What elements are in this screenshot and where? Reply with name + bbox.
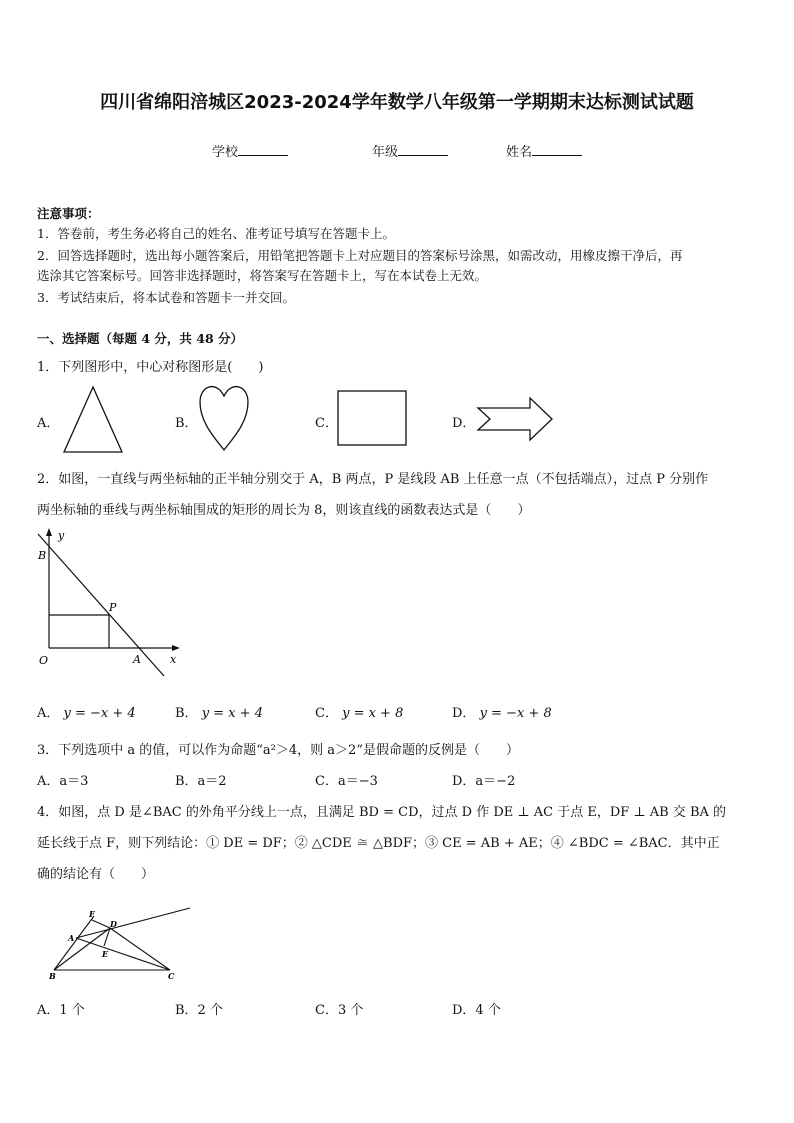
- school-label: 学校: [212, 145, 239, 160]
- grade-blank[interactable]: [398, 143, 448, 156]
- q2-option-a-label: A．: [37, 706, 60, 721]
- q2-stem-line2: 两坐标轴的垂线与两坐标轴围成的矩形的周长为 8，则该直线的函数表达式是（ ）: [37, 503, 531, 518]
- q2-option-c-expr: y = x + 8: [342, 706, 404, 721]
- notice-item-2-cont: 选涂其它答案标号。回答非选择题时，将答案写在答题卡上，写在本试卷上无效。: [37, 268, 488, 283]
- q2-coordinate-figure: [36, 526, 186, 682]
- segment-dc: [110, 928, 170, 970]
- segment-bf: [54, 916, 94, 970]
- label-o: O: [39, 654, 49, 667]
- label-b: B: [49, 971, 56, 981]
- q3-option-a[interactable]: A．a＝3: [37, 774, 89, 789]
- q3-option-d[interactable]: D．a＝−2: [452, 774, 516, 789]
- name-field[interactable]: [506, 141, 582, 160]
- label-e: E: [102, 949, 109, 959]
- heart-shape: [200, 387, 248, 450]
- line-ab: [38, 534, 164, 676]
- q3-option-b[interactable]: B．a＝2: [175, 774, 227, 789]
- q4-option-d[interactable]: D．4 个: [452, 1003, 501, 1018]
- q3-stem: 3．下列选项中 a 的值，可以作为命题“a²＞4，则 a＞2”是假命题的反例是（ ）: [37, 743, 519, 758]
- q2-option-c[interactable]: [315, 702, 403, 721]
- label-y: y: [58, 529, 65, 542]
- segment-df: [92, 920, 110, 928]
- y-axis-arrow: [46, 528, 52, 536]
- q1-option-d[interactable]: D．: [452, 416, 476, 431]
- q2-option-c-label: C．: [315, 706, 338, 721]
- heart-figure: [198, 382, 254, 454]
- q1-option-c[interactable]: C．: [315, 416, 338, 431]
- notice-item-3: 3．考试结束后，将本试卷和答题卡一并交回。: [37, 290, 295, 305]
- label-a: A: [68, 933, 75, 943]
- q4-option-c[interactable]: C．3 个: [315, 1003, 364, 1018]
- q2-option-a[interactable]: [37, 702, 136, 721]
- grade-label: 年级: [372, 145, 399, 160]
- q4-option-b[interactable]: B．2 个: [175, 1003, 223, 1018]
- triangle-shape: [64, 387, 122, 452]
- rectangle-shape: [338, 391, 406, 445]
- q2-option-d[interactable]: [452, 702, 552, 721]
- q2-option-a-expr: y = −x + 4: [63, 706, 136, 721]
- name-label: 姓名: [506, 145, 533, 160]
- notice-item-1: 1．答卷前，考生务必将自己的姓名、准考证号填写在答题卡上。: [37, 226, 395, 241]
- notice-heading: 注意事项：: [37, 206, 100, 221]
- label-b: B: [38, 549, 47, 562]
- grade-field[interactable]: [372, 141, 448, 160]
- q4-stem-line2: 延长线于点 F，则下列结论：① DE = DF；② △CDE ≅ △BDF；③ CE = AB + AE；④ ∠BDC = ∠BAC．其中正: [37, 836, 720, 851]
- q2-option-b-expr: y = x + 4: [201, 706, 263, 721]
- q2-option-b-label: B．: [175, 706, 198, 721]
- label-f: F: [89, 909, 95, 919]
- label-c: C: [168, 971, 175, 981]
- q2-option-b[interactable]: [175, 702, 263, 721]
- school-blank[interactable]: [238, 143, 288, 156]
- q1-stem: 1．下列图形中，中心对称图形是( ): [37, 360, 264, 375]
- label-d: D: [110, 919, 117, 929]
- q2-stem-line1: 2．如图，一直线与两坐标轴的正半轴分别交于 A，B 两点，P 是线段 AB 上任意一点（不包括端点），过点 P 分别作: [37, 472, 709, 487]
- q1-option-a[interactable]: A．: [37, 416, 60, 431]
- q2-option-d-label: D．: [452, 706, 476, 721]
- q2-option-d-expr: y = −x + 8: [479, 706, 552, 721]
- triangle-figure: [62, 385, 124, 455]
- label-p: P: [109, 601, 117, 614]
- arrow-shape: [478, 398, 552, 440]
- q1-option-b[interactable]: B．: [175, 416, 198, 431]
- label-x: x: [170, 653, 177, 666]
- section-heading: 一、选择题（每题 4 分，共 48 分）: [37, 331, 244, 346]
- q3-option-c[interactable]: C．a＝−3: [315, 774, 378, 789]
- q4-stem-line3: 确的结论有（ ）: [37, 867, 155, 882]
- label-a: A: [133, 653, 141, 666]
- arrow-figure: [476, 396, 556, 442]
- q4-option-a[interactable]: A．1 个: [37, 1003, 85, 1018]
- notice-item-2: 2．回答选择题时，选出每小题答案后，用铅笔把答题卡上对应题目的答案标号涂黑，如需改动，用橡皮擦干净后，再: [37, 248, 683, 263]
- rectangle-figure: [337, 390, 409, 448]
- q4-stem-line1: 4．如图，点 D 是∠BAC 的外角平分线上一点，且满足 BD = CD，过点 D 作 DE ⊥ AC 于点 E，DF ⊥ AB 交 BA 的: [37, 805, 727, 820]
- name-blank[interactable]: [532, 143, 582, 156]
- q4-triangle-figure: [44, 902, 196, 982]
- school-field[interactable]: [212, 141, 288, 160]
- x-axis-arrow: [172, 645, 180, 651]
- page-title: 四川省绵阳涪城区2023-2024学年数学八年级第一学期期末达标测试试题: [100, 92, 694, 113]
